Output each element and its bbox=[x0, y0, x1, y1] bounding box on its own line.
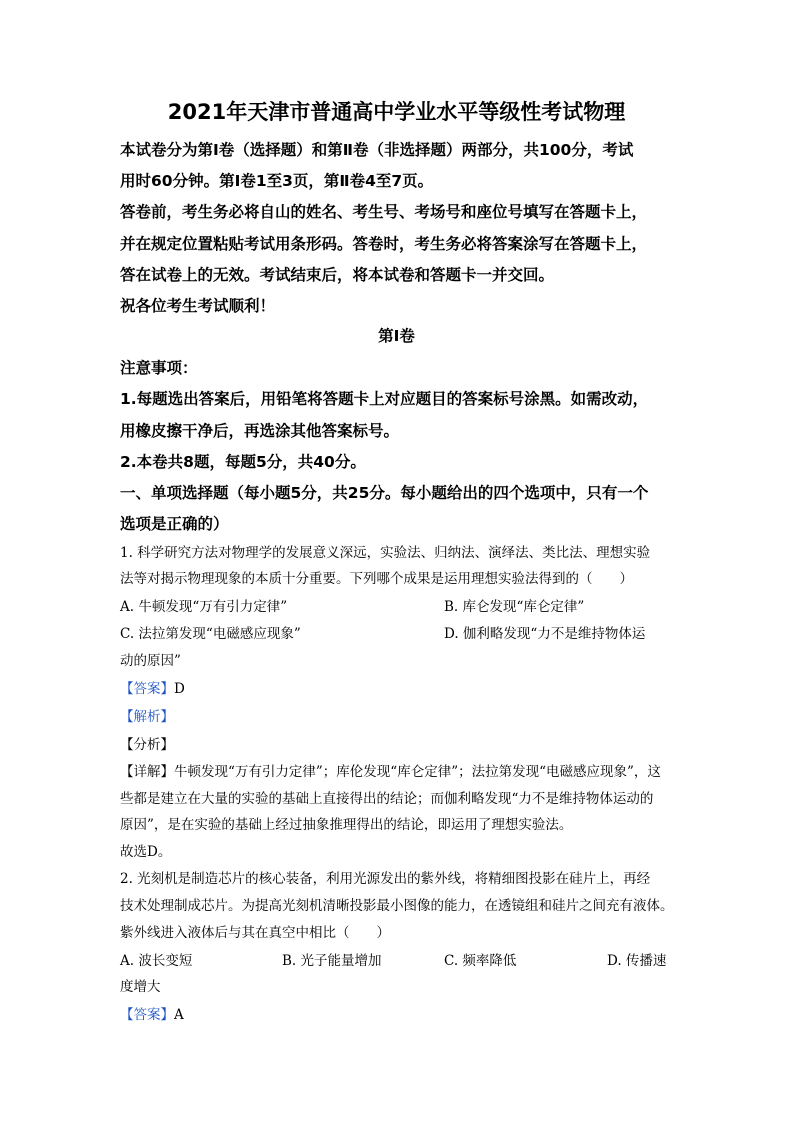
section-title: 第Ⅰ卷 bbox=[378, 327, 415, 345]
q1-answer bbox=[120, 680, 680, 698]
q1-detail-line-1 bbox=[120, 763, 680, 781]
q1-option-d: D. 伽利略发现“力不是维持物体运 bbox=[444, 626, 646, 642]
q1-jiexi-tag: 【解析】 bbox=[120, 709, 174, 725]
part-heading-line-1: 一、单项选择题（每小题5分，共25分。每小题给出的四个选项中，只有一个 bbox=[120, 484, 649, 502]
intro-line-4: 并在规定位置粘贴考试用条形码。答卷时，考生务必将答案涂写在答题卡上， bbox=[120, 235, 648, 253]
q2-option-c: C. 频率降低 bbox=[444, 953, 517, 969]
detail-text: 牛顿发现“万有引力定律”；库伦发现“库仑定律”；法拉第发现“电磁感应现象”，这 bbox=[174, 764, 661, 780]
exam-title: 2021年天津市普通高中学业水平等级性考试物理 bbox=[167, 100, 626, 124]
intro-line-3: 答卷前，考生务必将自山的姓名、考生号、考场号和座位号填写在答题卡上， bbox=[120, 203, 648, 221]
q1-option-c: C. 法拉第发现“电磁感应现象” bbox=[120, 626, 301, 642]
notice-item-1-line-1: 1.每题选出答案后，用铅笔将答题卡上对应题目的答案标号涂黑。如需改动， bbox=[120, 390, 649, 408]
q2-stem-line-1: 2. 光刻机是制造芯片的核心装备，利用光源发出的紫外线，将精细图投影在硅片上，再经 bbox=[120, 871, 651, 887]
q2-option-b: B. 光子能量增加 bbox=[282, 953, 382, 969]
detail-tag: 【详解】 bbox=[120, 764, 174, 780]
q1-conclusion: 故选D。 bbox=[120, 844, 172, 860]
notice-item-2: 2.本卷共8题，每题5分，共40分。 bbox=[120, 453, 366, 471]
q1-stem-line-1: 1. 科学研究方法对物理学的发展意义深远，实验法、归纳法、演绎法、类比法、理想实验 bbox=[120, 545, 651, 561]
intro-line-6: 祝各位考生考试顺利！ bbox=[120, 297, 276, 315]
notice-item-1-line-2: 用橡皮擦干净后，再选涂其他答案标号。 bbox=[120, 422, 400, 440]
q1-detail-line-3: 原因”，是在实验的基础上经过抽象推理得出的结论，即运用了理想实验法。 bbox=[120, 817, 573, 833]
q1-detail-line-2: 些都是建立在大量的实验的基础上直接得出的结论；而伽利略发现“力不是维持物体运动的 bbox=[120, 791, 654, 807]
q2-answer bbox=[120, 1006, 680, 1024]
intro-line-1: 本试卷分为第Ⅰ卷（选择题）和第Ⅱ卷（非选择题）两部分，共100分，考试 bbox=[120, 141, 634, 159]
answer-tag: 【答案】 bbox=[120, 1007, 174, 1023]
q1-option-b: B. 库仑发现“库仑定律” bbox=[444, 599, 585, 615]
q1-stem-line-2: 法等对揭示物理现象的本质十分重要。下列哪个成果是运用理想实验法得到的（ ） bbox=[120, 571, 633, 587]
q1-option-a: A. 牛顿发现“万有引力定律” bbox=[120, 599, 288, 615]
q2-option-d: D. 传播速 bbox=[607, 953, 667, 969]
notice-heading: 注意事项： bbox=[120, 359, 198, 377]
q1-fenxi: 【分析】 bbox=[120, 737, 174, 753]
answer-tag: 【答案】 bbox=[120, 681, 174, 697]
q2-option-d-cont: 度增大 bbox=[120, 979, 161, 995]
answer-value: A bbox=[174, 1007, 184, 1023]
part-heading-line-2: 选项是正确的） bbox=[120, 515, 229, 533]
q2-stem-line-2: 技术处理制成芯片。为提高光刻机清晰投影最小图像的能力，在透镜组和硅片之间充有液体。 bbox=[120, 898, 674, 914]
q2-stem-line-3: 紫外线进入液体后与其在真空中相比（ ） bbox=[120, 925, 390, 941]
q1-option-d-cont: 动的原因” bbox=[120, 653, 181, 669]
answer-value: D bbox=[174, 681, 185, 697]
intro-line-5: 答在试卷上的无效。考试结束后，将本试卷和答题卡一并交回。 bbox=[120, 266, 555, 284]
q2-option-a: A. 波长变短 bbox=[120, 953, 193, 969]
intro-line-2: 用时60分钟。第Ⅰ卷1至3页，第Ⅱ卷4至7页。 bbox=[120, 172, 434, 190]
